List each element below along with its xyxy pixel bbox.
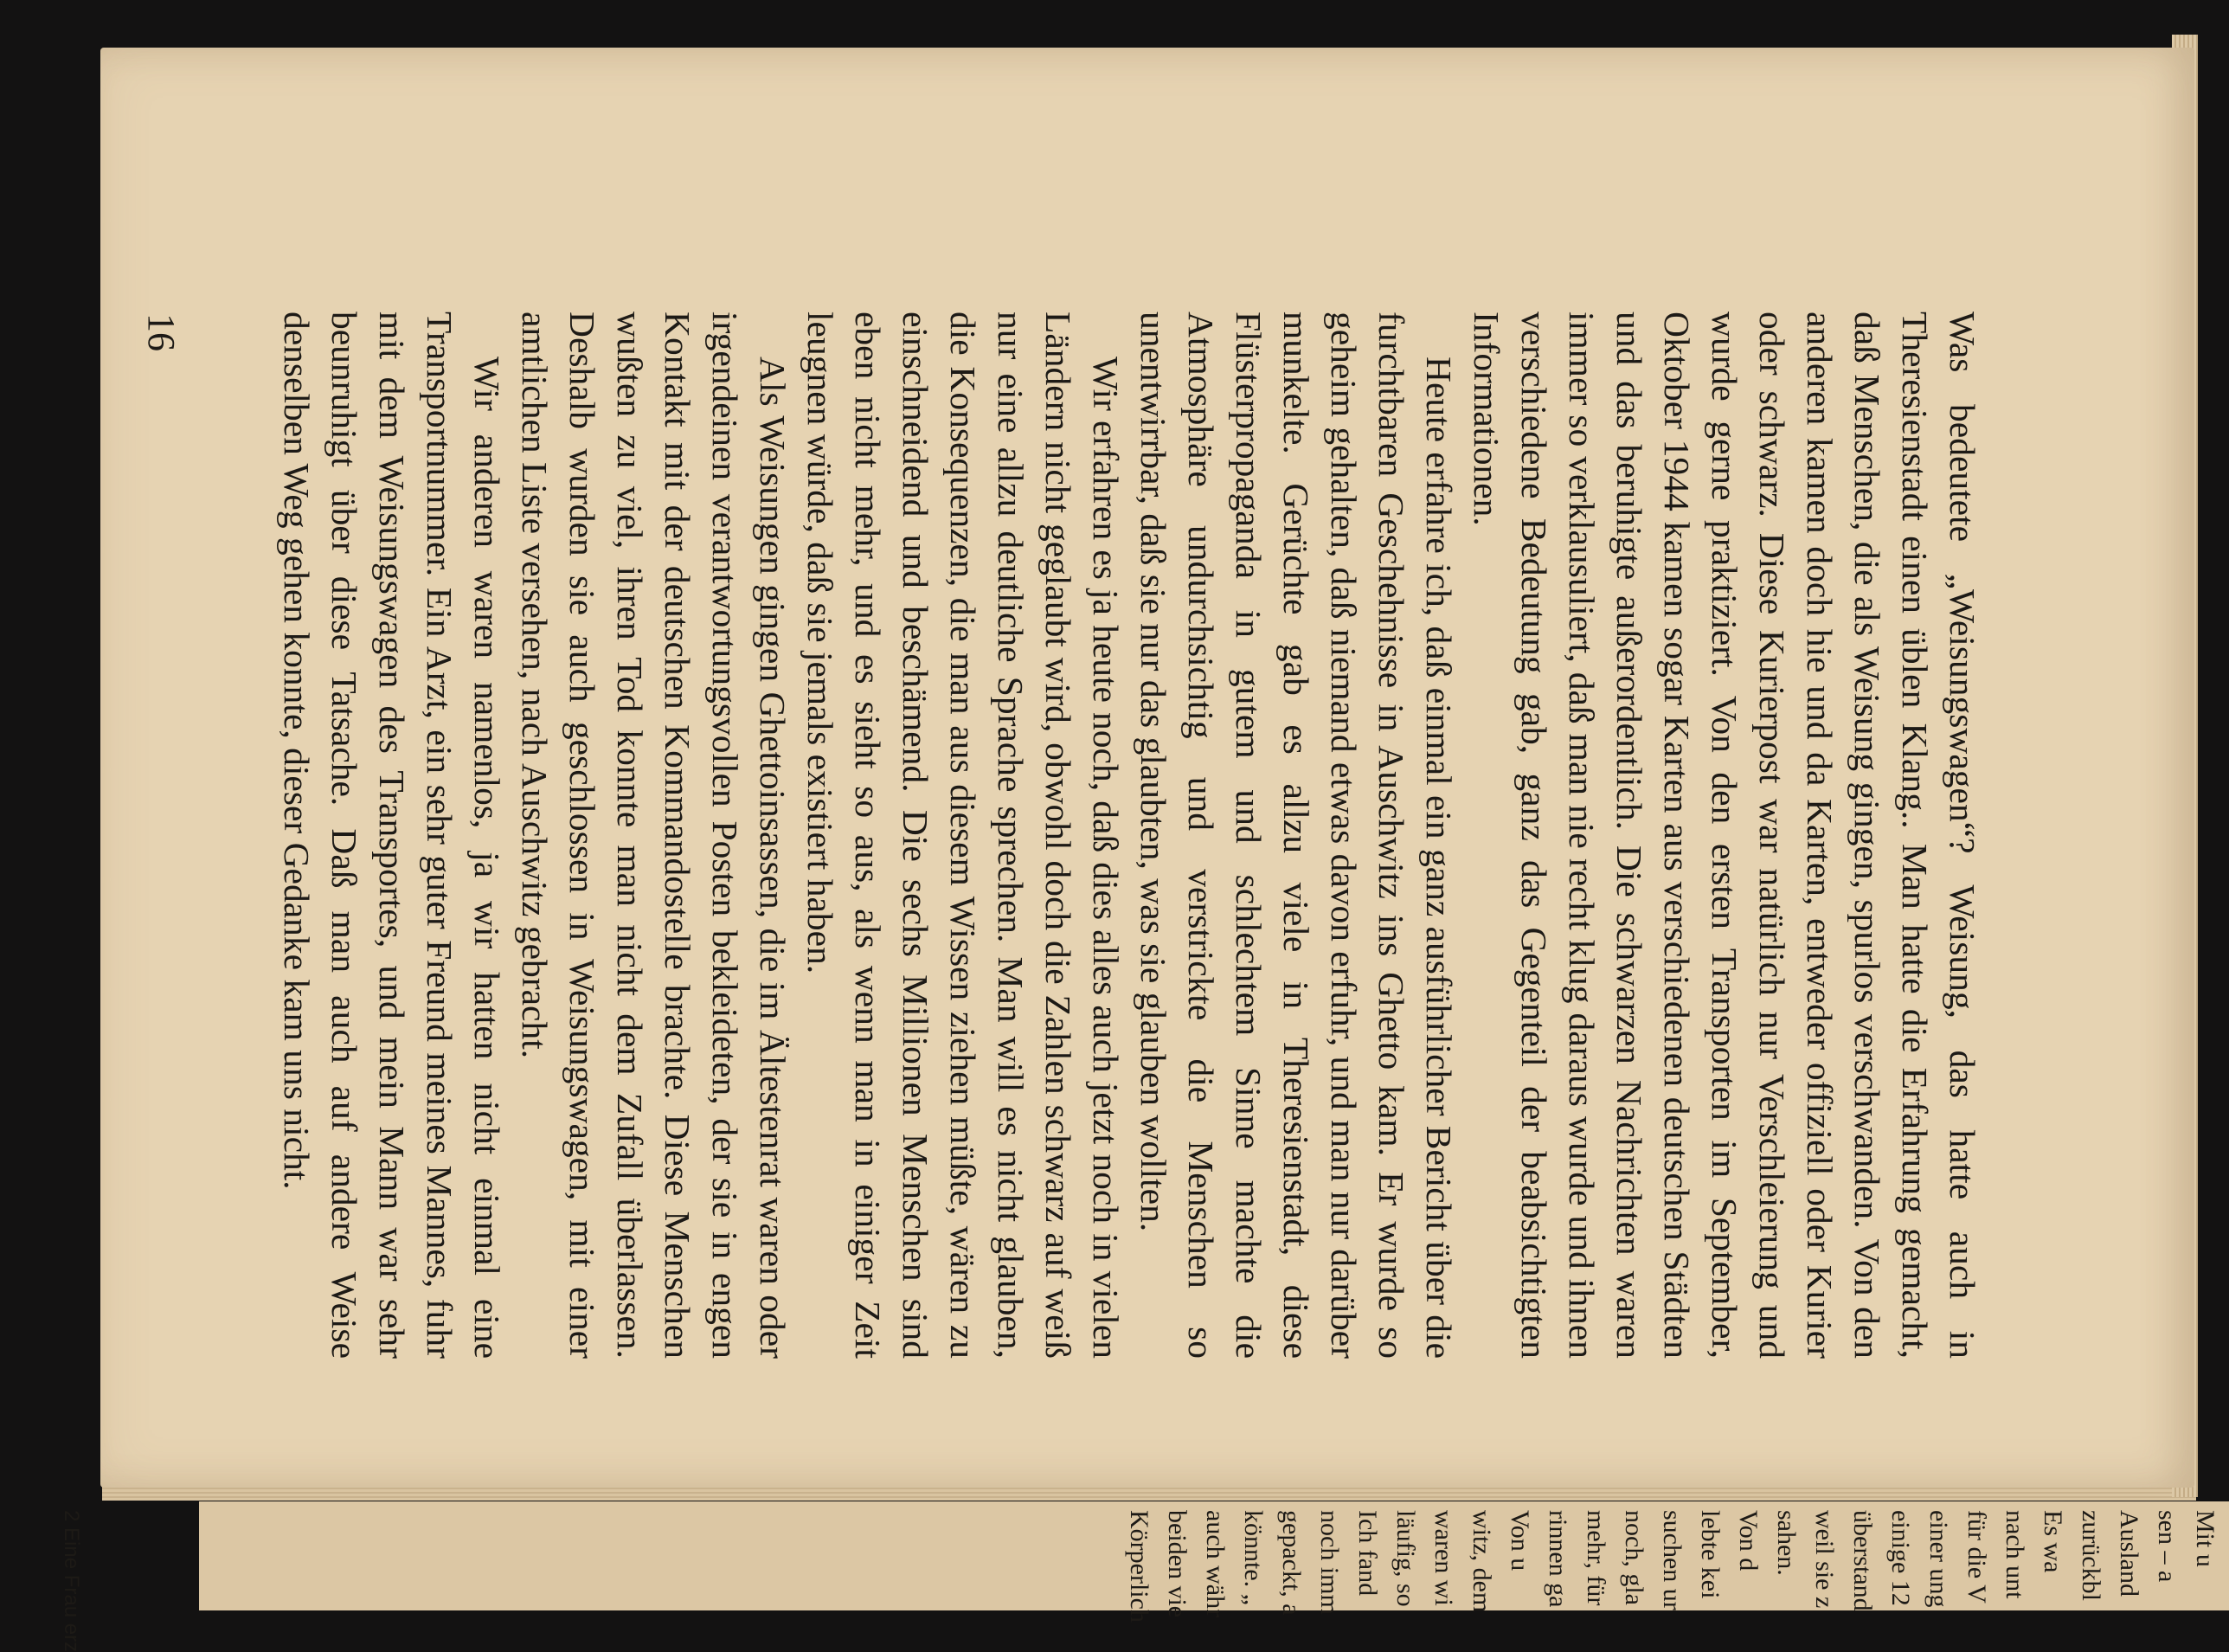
paragraph-3: Wir erfahren es ja heute noch, daß dies alles auch jetzt noch in vielen Ländern nicht geglaubt wird, obwohl doch die Zahlen schwarz auf weiß nur eine allzu deutliche Sprache sprechen. Man will es nicht glauben, die Konsequenzen, die man aus diesem Wissen ziehen müßte, wären zu einschneidend und beschämend. Die sechs Millionen Menschen sind eben nicht mehr, und es sieht so aus, als wenn man in einiger Zeit leugnen würde, daß sie jemals existiert haben. — [800, 312, 1126, 1359]
next-page-line: Von u — [1506, 1510, 1534, 1572]
next-page-line: Ausland — [2115, 1510, 2143, 1597]
next-page-line: Es wa — [2039, 1510, 2067, 1573]
paragraph-2: Heute erfahre ich, daß einmal ein ganz ausführlicher Bericht über die furchtbaren Geschehnisse in Auschwitz ins Ghetto kam. Er wurde so geheim gehalten, daß niemand etwas davon erfuhr, und man nur darüber munkelte. Gerüchte gab es allzu viele in Theresienstadt, diese Flüsterpropaganda in gutem und schlechtem Sinne machte die Atmosphäre undurchsichtig und verstrickte die Menschen so unentwirrbar, daß sie nur das glaubten, was sie glauben wollten. — [1134, 312, 1459, 1359]
next-page-line: einer ung — [1924, 1510, 1953, 1608]
next-page-line: Von d — [1734, 1510, 1763, 1572]
next-page-line: sen – a — [2153, 1510, 2181, 1583]
footer-text: Eine Frau erz — [60, 1527, 83, 1652]
next-page-line: Körperlich — [1125, 1510, 1153, 1623]
next-page-line: lebte kei — [1696, 1510, 1725, 1599]
next-page-line: nach unt — [2001, 1510, 2029, 1599]
next-page-line: könnte. „ — [1239, 1510, 1268, 1605]
paragraph-4: Als Weisungen gingen Ghettoinsassen, die im Ältestenrat waren oder irgendeinen verantwortungsvollen Posten bekleideten, der sie in engen Kontakt mit der deutschen Kommandostelle brachte. Diese Menschen wußten zu viel, ihren Tod konnte man nicht dem Zufall überlassen. Deshalb wurden sie auch geschlossen in Weisungswagen, mit einer amtlichen Liste versehen, nach Auschwitz gebracht. — [515, 312, 793, 1359]
next-page-line: noch, gla — [1620, 1510, 1648, 1605]
next-page-line: für die V — [1962, 1510, 1991, 1604]
next-page-line: beiden vie — [1163, 1510, 1192, 1618]
next-page-line: weil sie z — [1810, 1510, 1839, 1609]
next-page-line: einige 12 — [1886, 1510, 1915, 1606]
next-page-line: Mit u — [2191, 1510, 2219, 1567]
paragraph-1: Was bedeutete „Weisungswagen“? Weisung, das hatte auch in Theresienstadt einen üblen Klang.. Man hatte die Erfahrung gemacht, daß Menschen, die als Weisung gingen, spurlos verschwanden. Von den anderen kamen doch hie und da Karten, entweder offiziell oder Kurier oder schwarz. Diese Kurierpost war natürlich nur Verschleierung und wurde gerne praktiziert. Von den ersten Transporten im September, Oktober 1944 kamen sogar Karten aus verschiedenen deutschen Städten und das beruhigte außerordentlich. Die schwarzen Nachrichten waren immer so verklausuliert, daß man nie recht klug daraus wurde und ihnen verschiedene Bedeutung gab, ganz das Gegenteil der beabsichtigten Informationen. — [1467, 312, 1982, 1359]
next-page-line: mehr, für — [1582, 1510, 1610, 1606]
next-page-line: noch imm — [1315, 1510, 1344, 1615]
next-page-line: zurückbl — [2077, 1510, 2105, 1601]
next-page-line: sahen. — [1772, 1510, 1801, 1576]
next-page-footer — [59, 1510, 83, 1652]
footer-number: 2 — [60, 1510, 83, 1522]
next-page-line: suchen ur — [1658, 1510, 1686, 1610]
next-page-line: gepackt, a — [1277, 1510, 1306, 1616]
next-page-line: rinnen ga — [1544, 1510, 1572, 1608]
next-page-line: läufig, so — [1391, 1510, 1420, 1607]
next-page-line: auch währ — [1201, 1510, 1230, 1618]
page-body-text — [273, 312, 1986, 1359]
next-page-line: waren wi — [1429, 1510, 1458, 1606]
next-page-line: Ich fand — [1353, 1510, 1382, 1597]
next-page-line: witz, dem — [1468, 1510, 1496, 1613]
paragraph-5: Wir anderen waren namenlos, ja wir hatten nicht einmal eine Transportnummer. Ein Arzt, ein sehr guter Freund meines Mannes, fuhr mit dem Weisungswagen des Transportes, und mein Mann war sehr beunruhigt über diese Tatsache. Daß man auch auf andere Weise denselben Weg gehen konnte, dieser Gedanke kam uns nicht. — [277, 312, 507, 1359]
next-page-line: überstand — [1848, 1510, 1877, 1611]
page-number: 16 — [140, 313, 183, 351]
